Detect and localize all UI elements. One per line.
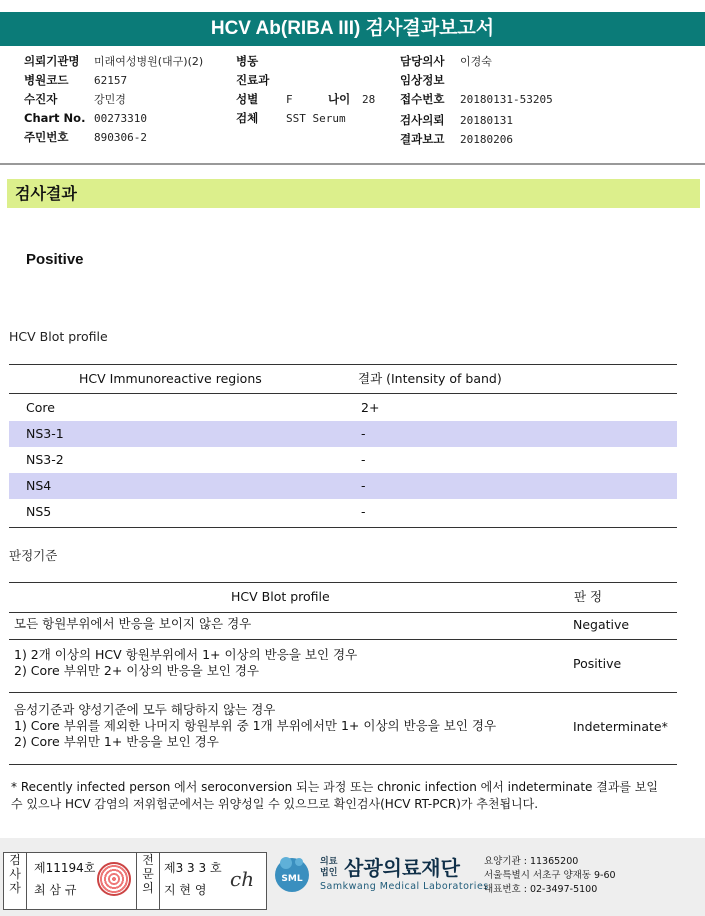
blot-caption: HCV Blot profile: [9, 329, 108, 344]
table-rule: [9, 639, 677, 640]
specimen-value: SST Serum: [286, 112, 346, 125]
criteria-header-profile: HCV Blot profile: [231, 589, 330, 604]
result-value: Positive: [26, 251, 84, 268]
id-no-label: 주민번호: [24, 130, 69, 144]
specimen-label: 검체: [236, 111, 259, 125]
org-name: 삼광의료재단: [344, 856, 460, 880]
specialist-label: 전문의: [142, 853, 154, 895]
footnote-line: * Recently infected person 에서 seroconversion 되는 과정 또는 chronic infection 에서 indeterminate 결과를 보일: [11, 780, 659, 794]
id-no-value: 890306-2: [94, 131, 147, 144]
intensity-cell: -: [361, 504, 366, 519]
sml-logo-icon: [272, 853, 312, 893]
intensity-cell: 2+: [361, 400, 380, 415]
table-rule: [9, 692, 677, 693]
region-cell: NS3-1: [26, 426, 64, 441]
region-cell: NS5: [26, 504, 52, 519]
footnote: [11, 779, 691, 813]
tester-license: 제11194호: [34, 861, 96, 875]
table-rule: [9, 393, 677, 394]
clinical-label: 임상정보: [400, 73, 445, 87]
criteria-line: 모든 항원부위에서 반응을 보이지 않은 경우: [14, 616, 252, 631]
institution-value: 미래여성병원(대구)(2): [94, 55, 204, 68]
criteria-line: 음성기준과 양성기준에 모두 해당하지 않는 경우: [14, 702, 276, 717]
region-cell: NS4: [26, 478, 52, 493]
divider: [0, 163, 705, 165]
specialist-license: 제3 3 3 호: [164, 861, 222, 875]
criteria-line: 2) Core 부위만 1+ 반응을 보인 경우: [14, 734, 219, 749]
intensity-cell: -: [361, 452, 366, 467]
org-phone: 대표번호 : 02-3497-5100: [484, 884, 598, 895]
doctor-label: 담당의사: [400, 54, 445, 68]
criteria-indeterminate-text: [14, 702, 496, 750]
intensity-cell: -: [361, 478, 366, 493]
divider: [136, 853, 137, 909]
criteria-positive-judgement: Positive: [573, 656, 622, 671]
table-row: [9, 447, 677, 473]
seal-stamp: [97, 862, 131, 896]
region-cell: Core: [26, 400, 55, 415]
table-row: [9, 421, 677, 447]
org-contact: [484, 855, 616, 897]
divider: [26, 853, 27, 909]
criteria-negative-judgement: Negative: [573, 617, 630, 632]
criteria-header: [9, 582, 677, 612]
report-title: HCV Ab(RIBA III) 검사결과보고서: [0, 12, 705, 46]
intensity-cell: -: [361, 426, 366, 441]
table-row: [9, 395, 677, 421]
table-rule: [9, 364, 677, 365]
divider: [159, 853, 160, 909]
blot-table-header: [9, 366, 677, 392]
tester-label: 검사자: [9, 853, 21, 895]
criteria-header-judgement: 판 정: [574, 589, 603, 604]
table-rule: [9, 612, 677, 613]
org-code: 요양기관 : 11365200: [484, 856, 579, 867]
footnote-line: 수 있으나 HCV 감염의 저위험군에서는 위양성일 수 있으므로 확인검사(HCV RT-PCR)가 추천됩니다.: [11, 797, 539, 811]
patient-name-value: 강민경: [94, 93, 126, 106]
chart-no-value: 00273310: [94, 112, 147, 125]
signature: ch: [230, 867, 255, 891]
patient-label: 수진자: [24, 92, 58, 106]
hospital-code-label: 병원코드: [24, 73, 69, 87]
org-english-name: Samkwang Medical Laboratories: [320, 881, 489, 892]
age-label: 나이: [328, 92, 351, 106]
criteria-line: 1) 2개 이상의 HCV 항원부위에서 1+ 이상의 반응을 보인 경우: [14, 647, 358, 662]
patient-info: [24, 52, 704, 152]
dept-label: 진료과: [236, 73, 270, 87]
section-title: 검사결과: [7, 179, 700, 208]
criteria-negative-text: [14, 616, 251, 632]
report-value: 20180206: [460, 133, 513, 146]
receipt-value: 20180131-53205: [460, 93, 553, 106]
logo-text: SML: [281, 874, 303, 884]
table-rule: [9, 527, 677, 528]
region-cell: NS3-2: [26, 452, 64, 467]
tester-name: 최 삼 규: [34, 883, 77, 897]
report-label: 결과보고: [400, 132, 445, 146]
org-address: 서울특별시 서초구 양재동 9-60: [484, 870, 616, 881]
institution-label: 의뢰기관명: [24, 54, 80, 68]
blot-header-region: HCV Immunoreactive regions: [79, 371, 262, 386]
age-value: 28: [362, 93, 376, 106]
criteria-line: 1) Core 부위를 제외한 나머지 항원부위 중 1개 부위에서만 1+ 이상의 반응을 보인 경우: [14, 718, 497, 733]
request-label: 검사의뢰: [400, 113, 445, 127]
ward-label: 병동: [236, 54, 259, 68]
criteria-caption: 판정기준: [9, 548, 58, 563]
hospital-code-value: 62157: [94, 74, 128, 87]
receipt-label: 접수번호: [400, 92, 445, 106]
table-row: [9, 499, 677, 525]
sex-value: F: [286, 93, 293, 106]
table-row: [9, 473, 677, 499]
sex-label: 성별: [236, 92, 259, 106]
chart-no-label: Chart No.: [24, 111, 86, 125]
criteria-indeterminate-judgement: Indeterminate*: [573, 719, 668, 734]
specialist-name: 지 현 영: [164, 883, 207, 897]
table-rule: [9, 764, 677, 765]
criteria-positive-text: [14, 647, 357, 679]
request-value: 20180131: [460, 114, 513, 127]
doctor-value: 이경숙: [460, 55, 492, 68]
blot-header-result: 결과 (Intensity of band): [358, 371, 502, 386]
org-type: 의료 법인: [320, 857, 338, 878]
criteria-line: 2) Core 부위만 2+ 이상의 반응을 보인 경우: [14, 663, 259, 678]
signature-box: [3, 852, 267, 910]
